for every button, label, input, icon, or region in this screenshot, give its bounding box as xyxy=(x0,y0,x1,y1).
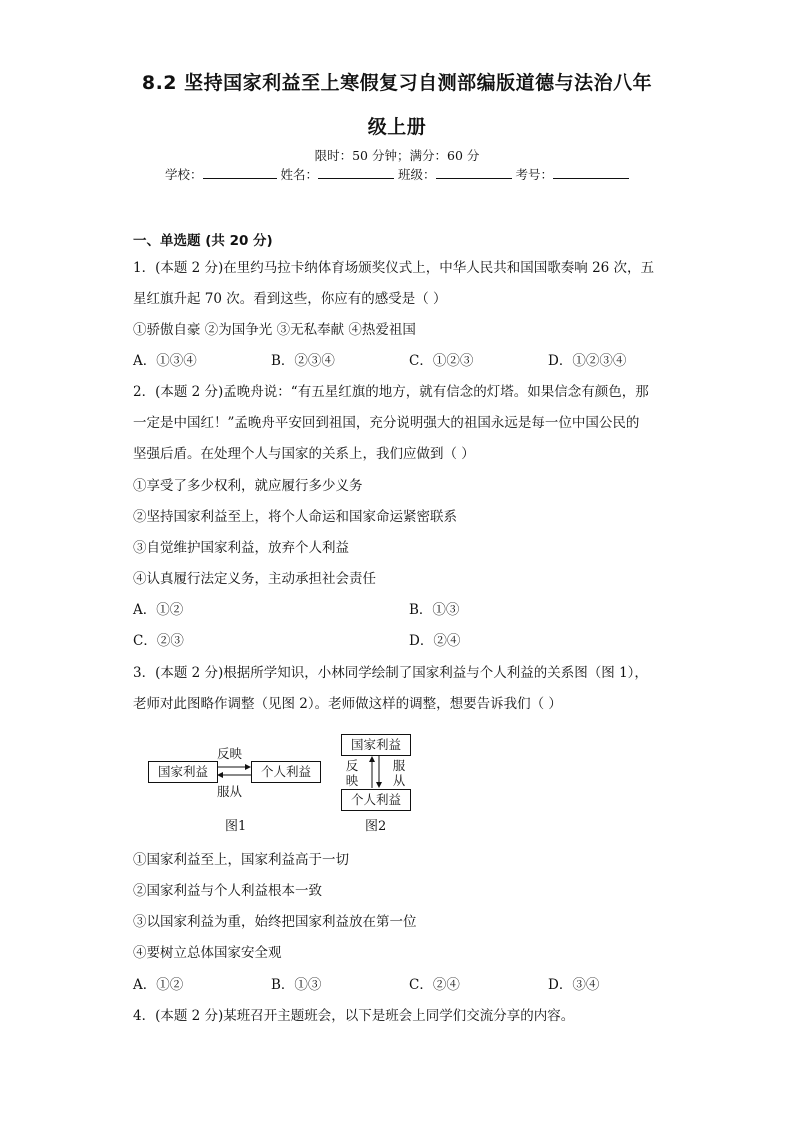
number-blank[interactable] xyxy=(553,166,629,179)
student-info-row xyxy=(165,165,633,183)
q2-option-a[interactable]: A．①② xyxy=(133,602,184,618)
fig2-national-box: 国家利益 xyxy=(341,734,411,756)
q3-option-c[interactable]: C．②④ xyxy=(409,977,460,993)
fig1-obey-label: 服从 xyxy=(217,784,243,799)
school-label: 学校： xyxy=(165,167,203,182)
q2-statement-2: ②坚持国家利益至上，将个人命运和国家命运紧密联系 xyxy=(133,509,457,525)
fig1-reflect-label: 反映 xyxy=(217,746,243,761)
fig2-obey-char1: 服 xyxy=(392,758,406,773)
exam-title-line2: 级上册 xyxy=(367,116,427,138)
fig2-arrows xyxy=(366,755,386,789)
fig1-personal-box: 个人利益 xyxy=(251,761,321,783)
q1-stem-line2: 星红旗升起 70 次。看到这些，你应有的感受是（ ） xyxy=(133,291,447,307)
fig2-personal-box: 个人利益 xyxy=(341,789,411,811)
q3-option-b[interactable]: B．①③ xyxy=(271,977,322,993)
fig2-reflect-char2: 映 xyxy=(345,773,359,788)
q2-stem-line2: 一定是中国红！”孟晚舟平安回到祖国，充分说明强大的祖国永远是每一位中国公民的 xyxy=(133,415,640,431)
q2-statement-1: ①享受了多少权利，就应履行多少义务 xyxy=(133,478,363,494)
number-label: 考号： xyxy=(515,167,554,182)
name-label: 姓名： xyxy=(280,167,319,182)
class-label: 班级： xyxy=(398,167,436,182)
time-score-info: 限时：50 分钟；满分：60 分 xyxy=(314,148,480,163)
q1-stem-line1: 1．(本题 2 分)在里约马拉卡纳体育场颁奖仪式上，中华人民共和国国歌奏响 26 次，五 xyxy=(133,260,655,276)
fig1-caption: 图1 xyxy=(225,819,247,834)
fig1-national-box: 国家利益 xyxy=(148,761,218,783)
q3-stem-line2: 老师对此图略作调整（见图 2）。老师做这样的调整，想要告诉我们（ ） xyxy=(133,696,562,712)
q1-option-b[interactable]: B．②③④ xyxy=(271,353,335,369)
q3-statement-3: ③以国家利益为重，始终把国家利益放在第一位 xyxy=(133,914,417,930)
q1-statements: ①骄傲自豪 ②为国争光 ③无私奉献 ④热爱祖国 xyxy=(133,322,416,338)
class-blank[interactable] xyxy=(436,166,512,179)
q1-option-a[interactable]: A．①③④ xyxy=(133,353,197,369)
q2-option-b[interactable]: B．①③ xyxy=(409,602,460,618)
exam-title-line1: 8.2 坚持国家利益至上寒假复习自测部编版道德与法治八年 xyxy=(141,72,653,94)
q2-stem-line3: 坚强后盾。在处理个人与国家的关系上，我们应做到（ ） xyxy=(133,446,475,462)
q3-statement-1: ①国家利益至上，国家利益高于一切 xyxy=(133,852,349,868)
q1-option-d[interactable]: D．①②③④ xyxy=(548,353,627,369)
q2-stem-line1: 2．(本题 2 分)孟晚舟说：“有五星红旗的地方，就有信念的灯塔。如果信念有颜色，那 xyxy=(133,384,649,400)
fig1-arrows xyxy=(216,760,252,782)
fig2-reflect-label xyxy=(345,758,359,788)
q3-option-d[interactable]: D．③④ xyxy=(548,977,600,993)
q1-option-c[interactable]: C．①②③ xyxy=(409,353,474,369)
q2-option-c[interactable]: C．②③ xyxy=(133,633,184,649)
fig2-caption: 图2 xyxy=(365,819,387,834)
fig2-reflect-char1: 反 xyxy=(345,758,359,773)
name-blank[interactable] xyxy=(318,166,394,179)
school-blank[interactable] xyxy=(203,166,277,179)
q3-statement-4: ④要树立总体国家安全观 xyxy=(133,945,282,961)
q2-option-d[interactable]: D．②④ xyxy=(409,633,461,649)
section-heading: 一、单选题 (共 20 分) xyxy=(133,233,273,249)
q3-option-a[interactable]: A．①② xyxy=(133,977,184,993)
fig2-obey-char2: 从 xyxy=(392,773,406,788)
q2-statement-3: ③自觉维护国家利益，放弃个人利益 xyxy=(133,540,349,556)
q3-statement-2: ②国家利益与个人利益根本一致 xyxy=(133,883,322,899)
q2-statement-4: ④认真履行法定义务，主动承担社会责任 xyxy=(133,571,376,587)
q4-stem-line1: 4．(本题 2 分)某班召开主题班会，以下是班会上同学们交流分享的内容。 xyxy=(133,1008,575,1024)
fig2-obey-label xyxy=(392,758,406,788)
q3-stem-line1: 3．(本题 2 分)根据所学知识，小林同学绘制了国家利益与个人利益的关系图（图 1）， xyxy=(133,665,648,681)
